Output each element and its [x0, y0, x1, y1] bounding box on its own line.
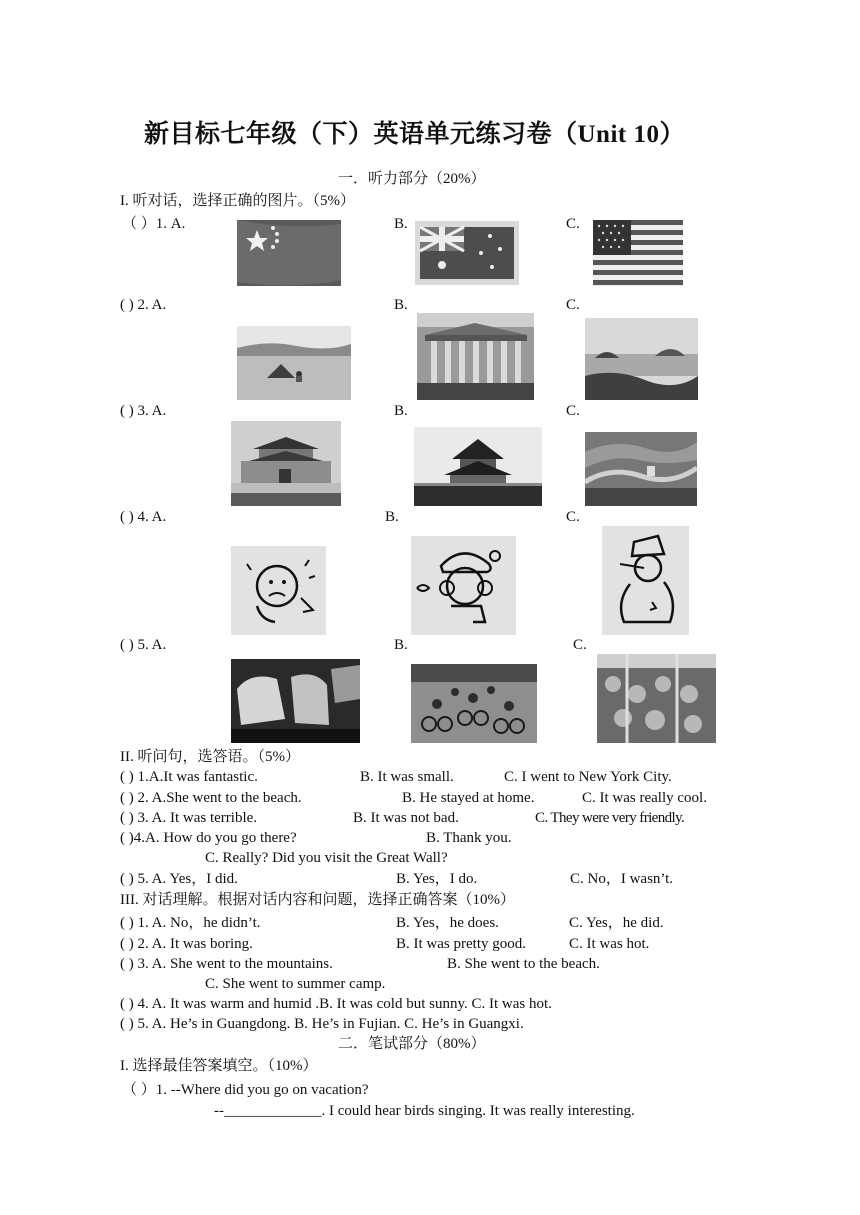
- part3-q5-line: ( ) 5. A. He’s in Guangdong. B. He’s in Fujian. C. He’s in Guangxi.: [120, 1016, 524, 1032]
- part3-q2-option-b: B. It was pretty good.: [396, 936, 526, 952]
- museum-building-image: [417, 313, 534, 400]
- part3-q2-option-c: C. It was hot.: [569, 936, 650, 952]
- option-label: C.: [566, 403, 580, 419]
- part2-q1-option-b: B. It was small.: [360, 769, 454, 785]
- part2-q1-option-c: C. I went to New York City.: [504, 769, 672, 785]
- part2-heading: II. 听问句，选答语。（5%）: [120, 749, 300, 765]
- snowman-image: [602, 526, 689, 635]
- page-title: 新目标七年级（下）英语单元练习卷（Unit 10）: [144, 121, 685, 148]
- part2-q5-option-c: C. No，I wasn’t.: [570, 871, 674, 887]
- question-number: ( ) 2. A.: [120, 297, 167, 313]
- section-header-listening: 一．听力部分（20%）: [338, 171, 486, 187]
- part2-q4-option-c: C. Really? Did you visit the Great Wall?: [205, 850, 448, 866]
- part3-q3-option-a: ( ) 3. A. She went to the mountains.: [120, 956, 333, 972]
- part3-q1-option-b: B. Yes，he does.: [396, 915, 499, 931]
- part1-heading: I. 听对话，选择正确的图片。（5%）: [120, 193, 355, 209]
- great-wall-image: [585, 432, 697, 506]
- question-number: （ ）1. A.: [122, 216, 186, 232]
- option-label: B.: [394, 403, 408, 419]
- crowded-bicycle-street-image: [411, 664, 537, 743]
- option-label: B.: [394, 216, 408, 232]
- part2-q2-option-a: ( ) 2. A.She went to the beach.: [120, 790, 302, 806]
- part3-q3-option-c: C. She went to summer camp.: [205, 976, 386, 992]
- option-label: B.: [394, 637, 408, 653]
- option-label: C.: [566, 216, 580, 232]
- question-number: ( ) 3. A.: [120, 403, 167, 419]
- car-interior-image: [231, 659, 360, 743]
- part3-q2-option-a: ( ) 2. A. It was boring.: [120, 936, 253, 952]
- forbidden-city-tower-image: [414, 427, 542, 506]
- question-number: ( ) 4. A.: [120, 509, 167, 525]
- part2-q3-option-b: B. It was not bad.: [353, 810, 459, 826]
- part3-q4-line: ( ) 4. A. It was warm and humid .B. It was cold but sunny. C. It was hot.: [120, 996, 552, 1012]
- question-number: ( ) 5. A.: [120, 637, 167, 653]
- part2-q1-option-a: ( ) 1.A.It was fantastic.: [120, 769, 258, 785]
- rocky-sea-coast-image: [585, 318, 698, 400]
- part2-q4-option-b: B. Thank you.: [426, 830, 512, 846]
- crowded-bus-image: [597, 654, 716, 743]
- option-label: B.: [385, 509, 399, 525]
- cold-scarf-face-image: [411, 536, 516, 635]
- tiananmen-image: [231, 421, 341, 506]
- part3-q1-option-c: C. Yes，he did.: [569, 915, 664, 931]
- usa-flag-image: [593, 220, 683, 286]
- part2-q5-option-a: ( ) 5. A. Yes，I did.: [120, 871, 238, 887]
- writing-q1-answer: --_____________. I could hear birds singing. It was really interesting.: [214, 1103, 635, 1119]
- part3-q3-option-b: B. She went to the beach.: [447, 956, 600, 972]
- hot-sweating-face-image: [231, 546, 326, 635]
- part2-q4-option-a: ( )4.A. How do you go there?: [120, 830, 297, 846]
- writing-q1-question: （ ）1. --Where did you go on vacation?: [122, 1082, 369, 1098]
- part3-heading: III. 对话理解。根据对话内容和问题，选择正确答案（10%）: [120, 892, 515, 908]
- part2-q3-option-a: ( ) 3. A. It was terrible.: [120, 810, 258, 826]
- writing-part1-heading: I. 选择最佳答案填空。（10%）: [120, 1058, 318, 1074]
- part2-q5-option-b: B. Yes，I do.: [396, 871, 478, 887]
- australia-flag-image: [415, 221, 519, 285]
- part2-q2-option-c: C. It was really cool.: [582, 790, 707, 806]
- beach-tent-image: [237, 326, 351, 400]
- option-label: C.: [566, 297, 580, 313]
- china-flag-image: [237, 220, 341, 286]
- option-label: B.: [394, 297, 408, 313]
- option-label: C.: [573, 637, 587, 653]
- section-header-writing: 二．笔试部分（80%）: [338, 1036, 486, 1052]
- part2-q3-option-c: C. They were very friendly.: [535, 810, 685, 826]
- part2-q2-option-b: B. He stayed at home.: [402, 790, 535, 806]
- option-label: C.: [566, 509, 580, 525]
- part3-q1-option-a: ( ) 1. A. No，he didn’t.: [120, 915, 261, 931]
